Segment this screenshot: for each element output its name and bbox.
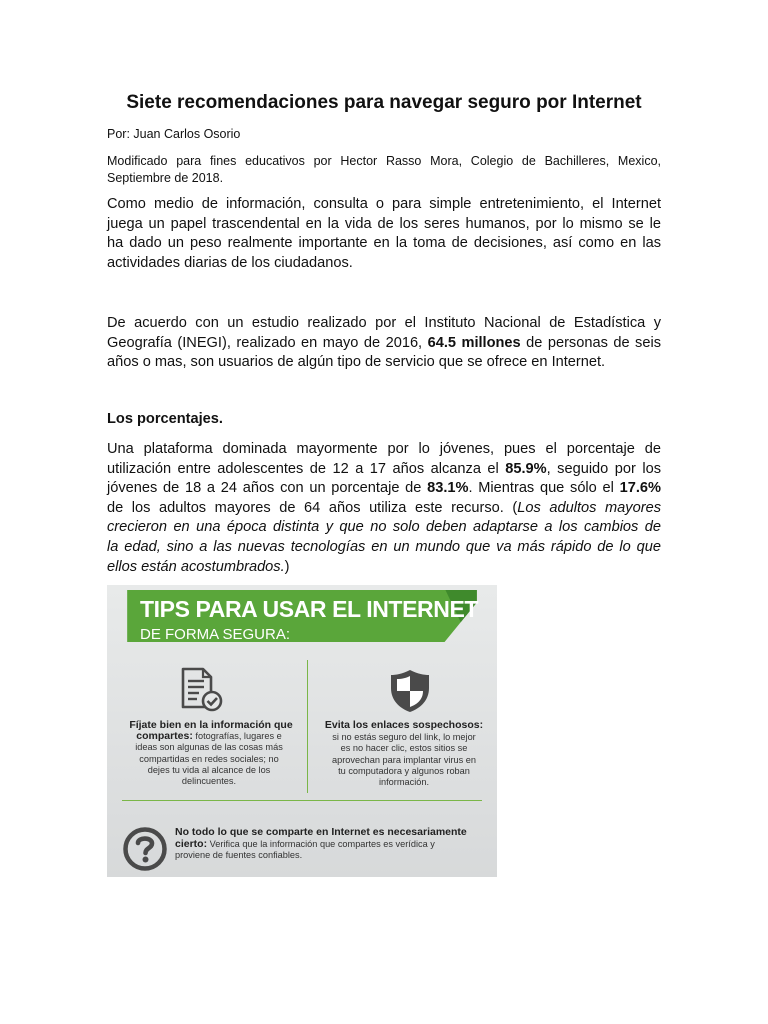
text-run-italic: la edad, sino a las nuevas tecnologías en un mundo que va más rápido de lo que (107, 538, 661, 555)
document-check-icon (179, 667, 225, 713)
tip3-title: No todo lo que se comparte en Internet es necesariamente (175, 826, 467, 838)
paragraph-line: ha dado un peso realmente importante en la toma de decisiones, así como en las (107, 235, 661, 252)
modification-line: Modificado para fines educativos por Hector Rasso Mora, Colegio de Bachilleres, Mexico, (107, 154, 661, 168)
modification-line: Septiembre de 2018. (107, 171, 224, 185)
intro-paragraph (107, 195, 661, 273)
text-run: fotografías, lugares e (192, 731, 282, 741)
users-count: 64.5 millones (427, 334, 521, 351)
text-run: Geografía (INEGI), realizado en mayo de 2016, (107, 334, 428, 351)
paragraph-line (107, 558, 661, 578)
tip3-line: proviene de fuentes confiables. (175, 850, 303, 861)
tip1-line (117, 731, 301, 742)
senior-percentage: 17.6% (619, 480, 661, 497)
text-run-italic: ellos están acostumbrados. (107, 558, 285, 575)
percentages-paragraph (107, 440, 661, 577)
safety-tips-infographic (107, 585, 497, 877)
tip2-line: es no hacer clic, estos sitios se (340, 743, 468, 754)
tip2-line: información. (378, 777, 430, 788)
paragraph-line (107, 499, 661, 519)
shield-icon (388, 668, 432, 714)
section-divider (122, 800, 482, 801)
text-run: utilización entre adolescentes de 12 a 17 años alcanza el (107, 460, 506, 477)
paragraph-line: De acuerdo con un estudio realizado por el Instituto Nacional de Estadística y (107, 315, 661, 331)
document-title: Siete recomendaciones para navegar seguro por Internet (126, 92, 642, 113)
paragraph-line: juega un papel trascendental en la vida de los seres humanos, por lo mismo se le (107, 215, 661, 232)
text-run: de los adultos mayores de 64 años utiliza este recurso. ( (107, 499, 518, 516)
tip1-title-line: compartes: (136, 730, 193, 742)
question-circle-icon (122, 826, 168, 872)
paragraph-line: años o mas, son usuarios de algún tipo de servicio que se ofrece en Internet. (107, 354, 606, 371)
tip2-line: aprovechan para implantar virus en (331, 754, 477, 765)
paragraph-line (107, 479, 661, 499)
tip2-text (313, 732, 495, 788)
section-heading: Los porcentajes. (107, 411, 223, 427)
tip1-line: dejes tu vida al alcance de los (147, 764, 271, 775)
paragraph-line (107, 460, 661, 480)
text-run: , seguido por los (546, 460, 661, 477)
text-run: . Mientras que sólo el (468, 480, 620, 497)
paragraph-line (107, 518, 661, 538)
tip3-text (175, 839, 485, 862)
tip1-line: ideas son algunas de las cosas más (135, 742, 283, 753)
paragraph-line: Como medio de información, consulta o para simple entretenimiento, el Internet (107, 196, 661, 212)
text-run: Verifica que la información que compartes es verídica y (207, 839, 435, 849)
tip3-title-line: cierto: (175, 838, 208, 850)
tip1-line: delincuentes. (181, 776, 237, 787)
text-run-italic: Los adultos mayores (517, 499, 661, 516)
tip2-line: tu computadora y algunos roban (338, 765, 470, 776)
paragraph-line: Una plataforma dominada mayormente por lo jóvenes, pues el porcentaje de (107, 441, 661, 457)
tip1-line: compartidas en redes sociales; no (139, 753, 279, 764)
tip1-text (117, 731, 301, 787)
young-adult-percentage: 83.1% (427, 480, 469, 497)
paragraph-line: actividades diarias de los ciudadanos. (107, 254, 353, 271)
tip2-title: Evita los enlaces sospechosos: (324, 719, 484, 731)
paragraph-line (107, 538, 661, 558)
author-byline: Por: Juan Carlos Osorio (107, 127, 241, 141)
infographic-subtitle: DE FORMA SEGURA: (140, 626, 291, 643)
tip2-line: si no estás seguro del link, lo mejor (332, 732, 476, 742)
text-run: de personas de seis (520, 334, 661, 351)
tip1-title-line: Fíjate bien en la información que (129, 719, 293, 731)
text-run: jóvenes de 18 a 24 años con un porcentaje de (107, 480, 428, 497)
text-run-italic: crecieron en una época distinta y que no solo deben adaptarse a los cambios de (107, 519, 661, 536)
modification-note (107, 153, 661, 187)
paragraph-line (107, 334, 661, 354)
teen-percentage: 85.9% (505, 460, 547, 477)
infographic-title: TIPS PARA USAR EL INTERNET (140, 596, 479, 622)
tip3-line (175, 839, 485, 850)
inegi-paragraph (107, 314, 661, 373)
text-run: ) (284, 558, 290, 575)
column-divider (307, 660, 308, 793)
